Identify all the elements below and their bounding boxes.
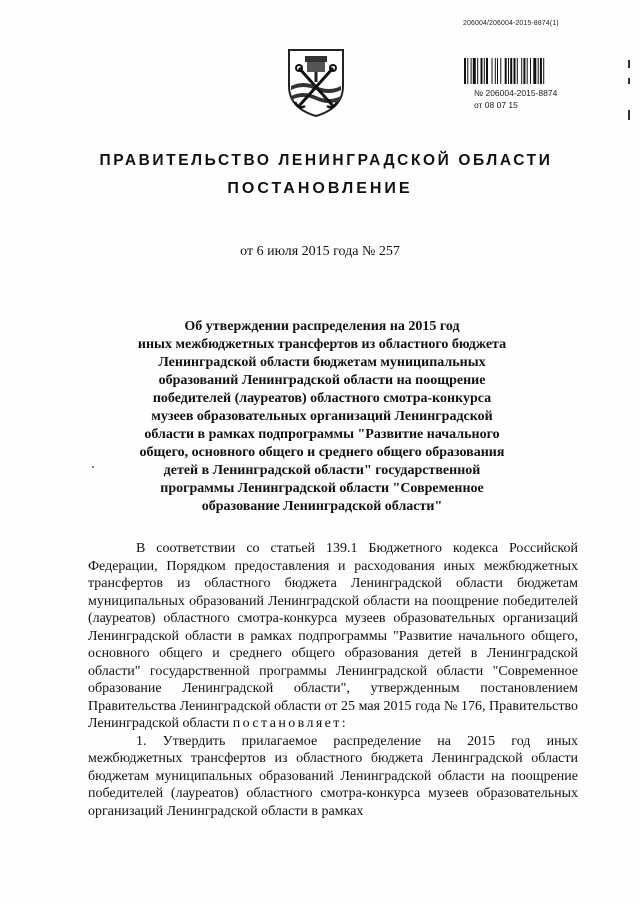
title-line: общего, основного общего и среднего общего образования [139, 445, 505, 460]
preamble-text: В соответствии со статьей 139.1 Бюджетного кодекса Российской Федерации, Порядком предоставления и расходования иных межбюджетных трансфертов из областного бюджета Ленинградской области бюджетам муниципальных образований Ленинградской области на поощрение победителей (лауреатов) областного смотра-конкурса музеев образовательных организаций Ленинградской области в рамках подпрограммы "Развитие начального общего, основного общего и среднего общего образования детей в Ленинградской области" государственной программы Ленинградской области "Современное образование Ленинградской области", утвержденным постановлением Правительства Ленинградской области от 25 мая 2015 года № 176, Правительство Ленинградской области [88, 541, 578, 731]
title-line: программы Ленинградской области "Современное [160, 481, 484, 496]
registration-date: от 08 07 15 [474, 100, 518, 110]
item-1-paragraph: 1. Утвердить прилагаемое распределение на 2015 год иных межбюджетных трансфертов из областного бюджета Ленинградской области бюджетам муниципальных образований Ленинградской области на поощрение победителей (лауреатов) областного смотра-конкурса музеев образовательных организаций Ленинградской области в рамках [88, 733, 578, 819]
title-line: образований Ленинградской области на поощрение [158, 373, 486, 388]
title-line: детей в Ленинградской области" государственной [163, 463, 481, 478]
document-title [92, 318, 552, 516]
leningrad-oblast-coat-of-arms-icon [285, 46, 347, 118]
title-line: Об утверждении распределения на 2015 год [184, 319, 460, 334]
barcode-icon [464, 58, 578, 84]
title-line: иных межбюджетных трансфертов из областного бюджета [137, 337, 507, 352]
title-line: Ленинградской области бюджетам муниципальных [158, 355, 486, 370]
title-line: образование Ленинградской области" [201, 499, 443, 514]
margin-mark [628, 78, 630, 84]
registration-number: № 206004-2015-8874 [474, 88, 558, 98]
margin-mark [628, 60, 630, 68]
authority-heading: ПРАВИТЕЛЬСТВО ЛЕНИНГРАДСКОЙ ОБЛАСТИ [99, 152, 553, 169]
title-line: области в рамках подпрограммы "Развитие начального [144, 427, 500, 442]
preamble-paragraph [88, 540, 578, 733]
title-line: музеев образовательных организаций Ленинградской [151, 409, 493, 424]
scan-speck [92, 466, 94, 468]
document-date: от 6 июля 2015 года № 257 [240, 244, 400, 259]
decides-word: постановляет: [232, 716, 349, 731]
title-line: победителей (лауреатов) областного смотра-конкурса [152, 391, 492, 406]
document-code: 206004/206004-2015-8874(1) [463, 20, 559, 27]
document-type: ПОСТАНОВЛЕНИЕ [227, 180, 413, 197]
document-body [88, 540, 578, 820]
margin-mark [628, 110, 630, 120]
